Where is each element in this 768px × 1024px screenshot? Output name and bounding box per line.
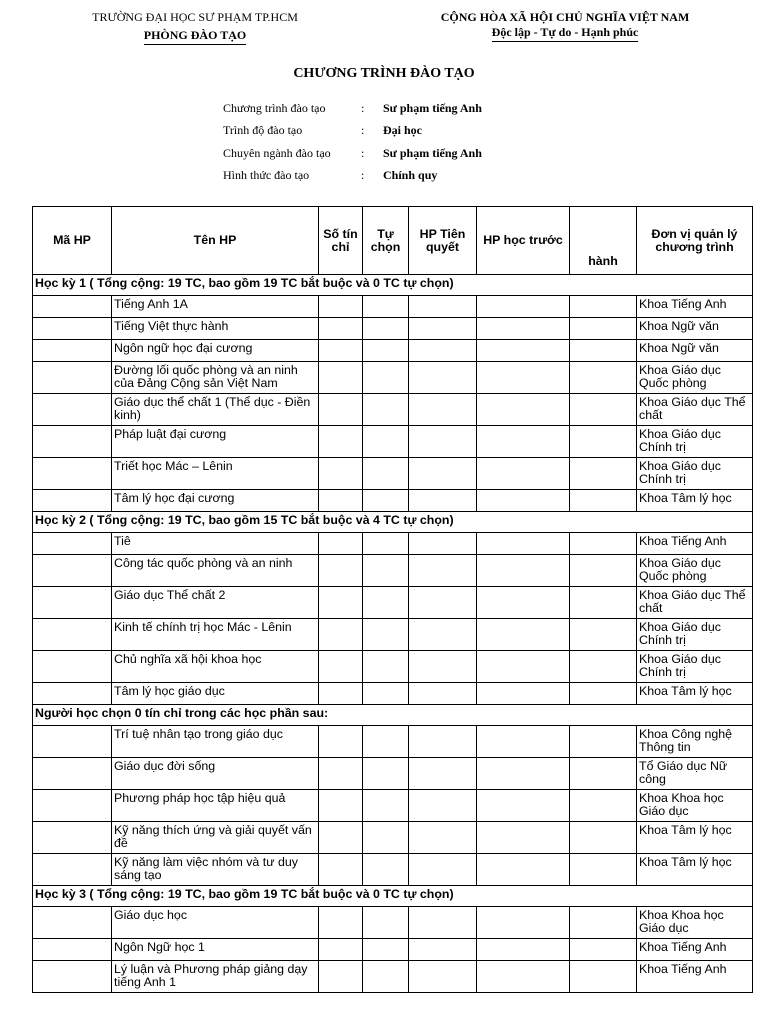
section-title: Người học chọn 0 tín chỉ trong các học phần sau:	[33, 705, 753, 726]
table-row	[33, 555, 753, 587]
national-header	[400, 10, 730, 42]
table-row	[33, 587, 753, 619]
managing-unit: Khoa Tâm lý học	[637, 683, 753, 705]
table-row	[33, 318, 753, 340]
course-name: Kinh tế chính trị học Mác - Lênin	[112, 619, 319, 651]
info-label: Chuyên ngành đào tạo	[223, 145, 331, 160]
course-name: Phương pháp học tập hiệu quả	[112, 790, 319, 822]
university-name: TRƯỜNG ĐẠI HỌC SƯ PHẠM TP.HCM	[92, 10, 298, 24]
table-row	[33, 758, 753, 790]
document-title: CHƯƠNG TRÌNH ĐÀO TẠO	[293, 66, 475, 81]
section-title: Học kỳ 3 ( Tổng cộng: 19 TC, bao gồm 19 TC bắt buộc và 0 TC tự chọn)	[33, 886, 753, 907]
course-name: Lý luận và Phương pháp giảng dạy tiếng Anh 1	[112, 961, 319, 993]
managing-unit: Khoa Giáo dục Quốc phòng	[637, 555, 753, 587]
course-name: Trí tuệ nhân tạo trong giáo dục	[112, 726, 319, 758]
managing-unit: Khoa Tiếng Anh	[637, 961, 753, 993]
info-value: Sư phạm tiếng Anh	[383, 100, 482, 115]
course-name: Tâm lý học giáo dục	[112, 683, 319, 705]
managing-unit: Khoa Tiếng Anh	[637, 939, 753, 961]
course-name: Triết học Mác – Lênin	[112, 458, 319, 490]
course-name: Giáo dục đời sống	[112, 758, 319, 790]
table-row	[33, 790, 753, 822]
info-colon: :	[361, 168, 365, 183]
managing-unit: Khoa Ngữ văn	[637, 318, 753, 340]
col-header-tu-chon: Tự chọn	[363, 207, 409, 275]
table-row	[33, 340, 753, 362]
course-name: Chủ nghĩa xã hội khoa học	[112, 651, 319, 683]
info-value: Đại học	[383, 123, 422, 138]
table-row	[33, 619, 753, 651]
col-header-hanh: hành	[570, 207, 637, 275]
info-colon: :	[361, 123, 365, 138]
info-colon: :	[361, 145, 365, 160]
managing-unit: Khoa Giáo dục Quốc phòng	[637, 362, 753, 394]
table-row	[33, 726, 753, 758]
info-label: Hình thức đào tạo	[223, 168, 310, 183]
course-name: Ngôn ngữ học đại cương	[112, 340, 319, 362]
managing-unit: Khoa Tâm lý học	[637, 490, 753, 512]
section-row	[33, 512, 753, 533]
table-row	[33, 854, 753, 886]
col-header-ten-hp: Tên HP	[112, 207, 319, 275]
managing-unit: Khoa Khoa học Giáo dục	[637, 790, 753, 822]
managing-unit: Khoa Khoa học Giáo dục	[637, 907, 753, 939]
managing-unit: Khoa Tâm lý học	[637, 854, 753, 886]
course-name: Tiê	[112, 533, 319, 555]
info-label: Chương trình đào tạo	[223, 100, 326, 115]
curriculum-table	[32, 206, 753, 993]
program-info	[223, 97, 482, 187]
table-row	[33, 458, 753, 490]
info-row	[223, 97, 482, 120]
course-name: Giáo dục thể chất 1 (Thể dục - Điền kinh)	[112, 394, 319, 426]
managing-unit: Khoa Tâm lý học	[637, 822, 753, 854]
section-title: Học kỳ 2 ( Tổng cộng: 19 TC, bao gồm 15 TC bắt buộc và 4 TC tự chọn)	[33, 512, 753, 533]
table-row	[33, 362, 753, 394]
managing-unit: Khoa Giáo dục Chính trị	[637, 458, 753, 490]
managing-unit: Khoa Ngữ văn	[637, 340, 753, 362]
col-header-hp-tien-quyet: HP Tiên quyết	[409, 207, 477, 275]
course-name: Pháp luật đại cương	[112, 426, 319, 458]
managing-unit: Khoa Giáo dục Chính trị	[637, 426, 753, 458]
course-name: Kỹ năng thích ứng và giải quyết vấn đề	[112, 822, 319, 854]
managing-unit: Khoa Giáo dục Thể chất	[637, 394, 753, 426]
table-row	[33, 907, 753, 939]
table-row	[33, 651, 753, 683]
course-name: Công tác quốc phòng và an ninh	[112, 555, 319, 587]
course-name: Ngôn Ngữ học 1	[112, 939, 319, 961]
info-row	[223, 142, 482, 165]
institution-header	[40, 10, 350, 45]
col-header-ma-hp: Mã HP	[33, 207, 112, 275]
section-row	[33, 705, 753, 726]
table-row	[33, 394, 753, 426]
course-name: Đường lối quốc phòng và an ninh của Đảng Cộng sản Việt Nam	[112, 362, 319, 394]
info-row	[223, 165, 482, 188]
managing-unit: Khoa Tiếng Anh	[637, 533, 753, 555]
course-name: Tiếng Việt thực hành	[112, 318, 319, 340]
department-name: PHÒNG ĐÀO TẠO	[144, 28, 246, 45]
managing-unit: Khoa Giáo dục Chính trị	[637, 651, 753, 683]
info-label: Trình độ đào tạo	[223, 123, 303, 138]
managing-unit: Tổ Giáo dục Nữ công	[637, 758, 753, 790]
managing-unit: Khoa Công nghệ Thông tin	[637, 726, 753, 758]
table-row	[33, 961, 753, 993]
course-name: Kỹ năng làm việc nhóm và tư duy sáng tạo	[112, 854, 319, 886]
country-name: CỘNG HÒA XÃ HỘI CHỦ NGHĨA VIỆT NAM	[440, 10, 690, 24]
col-header-so-tin-chi: Số tín chỉ	[319, 207, 363, 275]
info-row	[223, 120, 482, 143]
info-value: Sư phạm tiếng Anh	[383, 145, 482, 160]
table-row	[33, 296, 753, 318]
section-row	[33, 886, 753, 907]
col-header-don-vi: Đơn vị quản lý chương trình	[637, 207, 753, 275]
table-row	[33, 683, 753, 705]
managing-unit: Khoa Giáo dục Thể chất	[637, 587, 753, 619]
table-row	[33, 426, 753, 458]
table-row	[33, 939, 753, 961]
info-colon: :	[361, 100, 365, 115]
col-header-hp-hoc-truoc: HP học trước	[477, 207, 570, 275]
table-header-row	[33, 207, 753, 275]
motto: Độc lập - Tự do - Hạnh phúc	[492, 25, 639, 42]
managing-unit: Khoa Tiếng Anh	[637, 296, 753, 318]
course-name: Giáo dục học	[112, 907, 319, 939]
section-title: Học kỳ 1 ( Tổng cộng: 19 TC, bao gồm 19 TC bắt buộc và 0 TC tự chọn)	[33, 275, 753, 296]
course-name: Tâm lý học đại cương	[112, 490, 319, 512]
course-name: Tiếng Anh 1A	[112, 296, 319, 318]
info-value: Chính quy	[383, 168, 438, 183]
table-row	[33, 490, 753, 512]
section-row	[33, 275, 753, 296]
course-name: Giáo dục Thể chất 2	[112, 587, 319, 619]
table-row	[33, 822, 753, 854]
managing-unit: Khoa Giáo dục Chính trị	[637, 619, 753, 651]
table-row	[33, 533, 753, 555]
